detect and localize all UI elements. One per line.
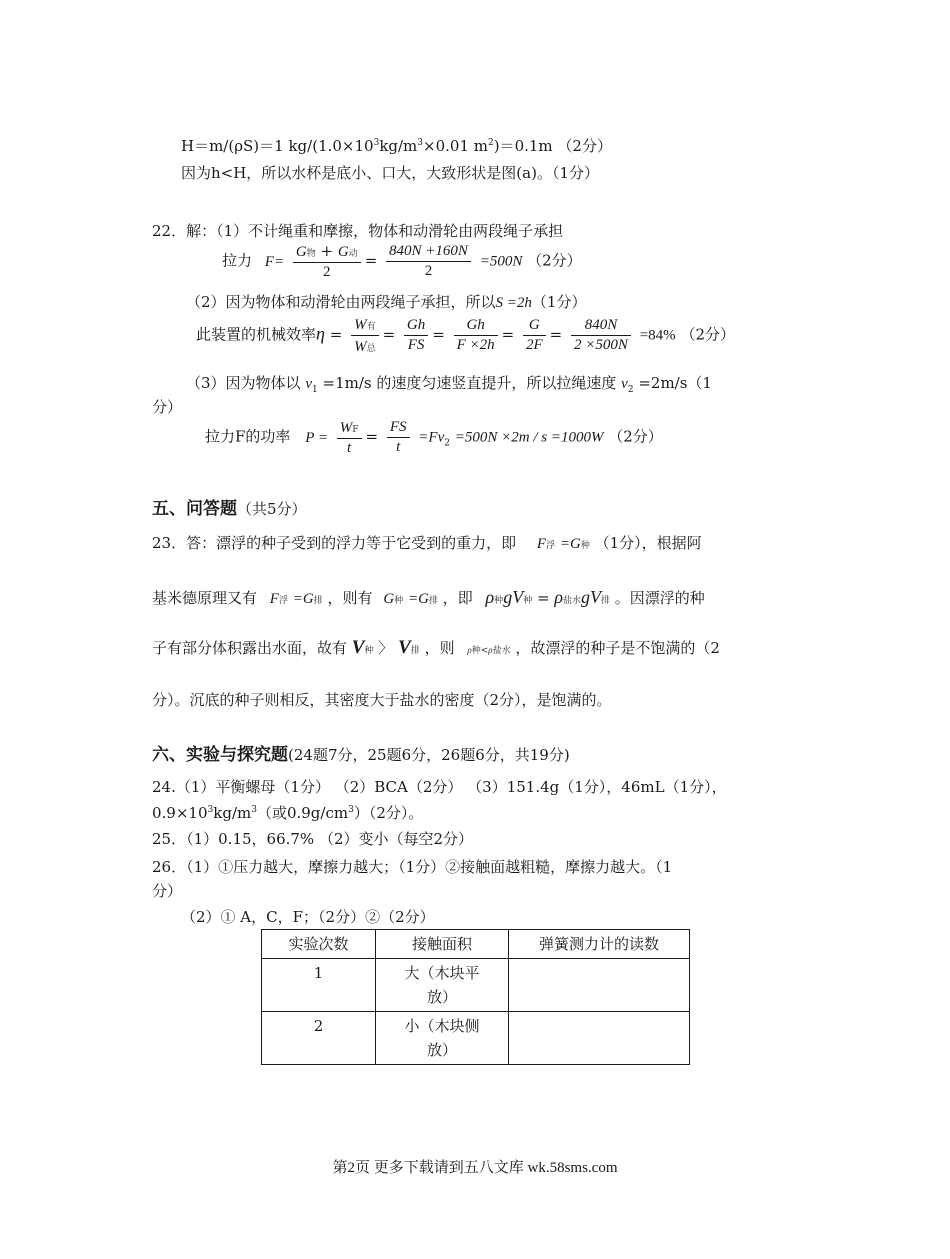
q25-line1: 25．（1）0.15，66.7% （2）变小（每空2分） <box>152 830 474 848</box>
q22-power-formula: 拉力F的功率 P = $\frac{WF}{t}$ = $\frac{FS}{t}$ $=Fv_2 =500N \times 2m / s =1000W$ （2分） <box>205 419 663 456</box>
q24-line2: $0.9\times 10^3kg/m^3$（或$0.9g/cm^3)(2$分）。 <box>152 804 424 822</box>
fraction-g-sum: $\frac{\text{G物 + G动}}{2}$ <box>293 242 361 281</box>
q22-pull-formula: 拉力 F= $\frac{\text{G物 + G动}}{2}$ = $\frac{840N +160N}{2}$ =500N （2分） <box>222 242 582 280</box>
q21-line2: 因为h<H，所以水杯是底小、口大，大致形状是图(a)。（1分） <box>181 164 600 182</box>
q23-line4: 分）。沉底的种子则相反，其密度大于盐水的密度（2分），是饱满的。 <box>152 691 612 709</box>
section5-heading: 五、问答题（共5分） <box>152 499 307 519</box>
header-contact-area: 接触面积 <box>376 930 509 959</box>
cell-contact-area: 大（木块平放） <box>376 959 509 1012</box>
q22-part3: （3）因为物体以 $v_1 =1m/s$ 的速度匀速竖直提升，所以拉绳速度 $v_2 =2m/s(1$ <box>186 374 712 395</box>
q26-line3: （2）① A，C，F；（2分）②（2分） <box>181 908 435 926</box>
cell-spring-reading <box>509 959 690 1012</box>
cell-trial-number: 1 <box>262 959 376 1012</box>
table-row <box>262 1012 690 1065</box>
q22-part3-cont: 分） <box>152 398 183 416</box>
table-row <box>262 959 690 1012</box>
q26-line1: 26．（1）①压力越大，摩擦力越大；（1分）②接触面越粗糙，摩擦力越大。（1 <box>152 858 673 876</box>
section6-heading: 六、实验与探究题(24题7分，25题6分，26题6分，共19分) <box>152 745 570 765</box>
q22-line1: 22．解：（1）不计绳重和摩擦，物体和动滑轮由两段绳子承担 <box>152 222 564 240</box>
header-spring-reading: 弹簧测力计的读数 <box>509 930 690 959</box>
cell-trial-number: 2 <box>262 1012 376 1065</box>
table-header-row <box>262 930 690 959</box>
q22-part2: （2）因为物体和动滑轮由两段绳子承担，所以S =2h（1分） <box>186 293 587 311</box>
q24-line1: 24.（1）平衡螺母（1分） （2）BCA（2分） （3）151.4g（1分），46mL（1分）， <box>152 778 727 796</box>
q23-line1: 23．答：漂浮的种子受到的浮力等于它受到的重力，即 F浮 =G种 （1分），根据阿 <box>152 534 702 552</box>
q26-line2: 分） <box>152 882 183 900</box>
cell-contact-area: 小（木块侧放） <box>376 1012 509 1065</box>
header-trial-number: 实验次数 <box>262 930 376 959</box>
fraction-840-160: $\frac{840N +160N}{2}$ <box>386 243 471 280</box>
q23-line3: 子有部分体积露出水面，故有 V种 〉 V排 ，则 ρ种<ρ盐水 ，故漂浮的种子是不饱满的（2 <box>152 637 720 658</box>
q21-line1: H＝m/(ρS)＝1 $kg/(1.0\times 10^3kg/m^3\times 0.01$ $m^2)=0.1m$ （2分） <box>181 137 612 155</box>
cell-spring-reading <box>509 1012 690 1065</box>
page-footer: 第2页 更多下载请到五八文库 wk.58sms.com <box>332 1160 618 1176</box>
experiment-table <box>261 929 690 1065</box>
q22-efficiency-formula: 此装置的机械效率η = $\frac{\text{W有}}{\text{W总}}$ = $\frac{Gh}{FS}$ = $\frac{Gh}{F \times 2h}$ = $\frac{G}{2F}$ = $\frac{840N}{2 \times 500N}$ =84% （2分） <box>196 317 735 355</box>
q23-line2: 基米德原理又有 F浮 =G排 ，则有 G种 =G排 ，即 ρ种gV种 = ρ盐水gV排 。因漂浮的种 <box>152 587 705 607</box>
